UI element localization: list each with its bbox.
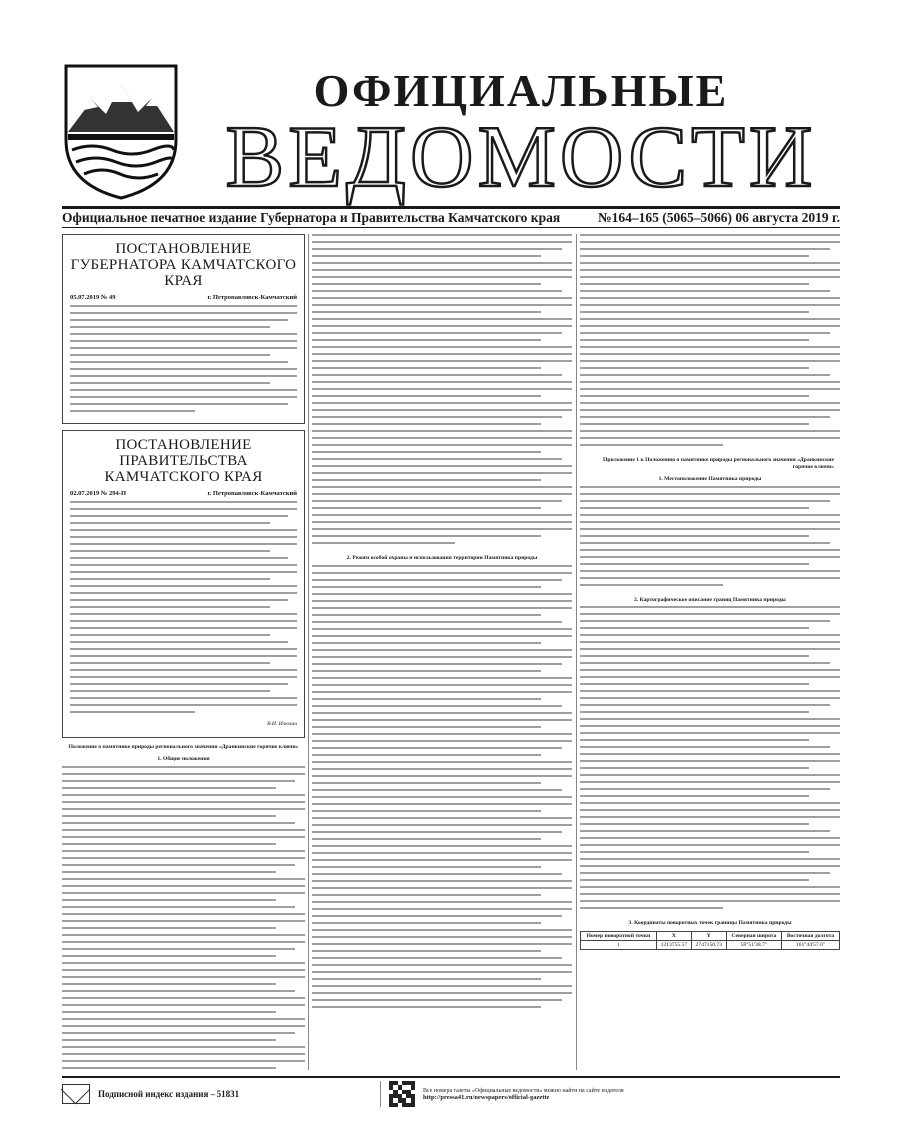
site-block (380, 1081, 840, 1107)
col3-text-mid (580, 486, 840, 591)
column-1 (62, 234, 305, 1070)
coordinates-table (580, 931, 840, 950)
table-header: Восточная долгота (782, 931, 840, 940)
table-header: Номер поворотной точки (581, 931, 657, 940)
column-2 (312, 234, 572, 1070)
doc2-heading: ПОСТАНОВЛЕНИЕ ПРАВИТЕЛЬСТВА КАМЧАТСКОГО КРАЯ (104, 437, 263, 485)
doc2-block (62, 430, 305, 738)
col3-section-1: 1. Местоположение Памятника природы (658, 476, 762, 482)
doc1-text (70, 305, 297, 417)
doc2-place: г. Петропавловск-Камчатский (207, 490, 297, 497)
column-divider (576, 234, 577, 1070)
table-cell: 58°51'38.7" (726, 940, 781, 949)
col3-text-bottom (580, 606, 840, 914)
table-header: Y (691, 931, 726, 940)
site-url-link[interactable]: http://pressa41.ru/newspapers/official-gazette (423, 1093, 550, 1101)
doc1-date: 05.07.2019 № 49 (70, 294, 116, 301)
masthead-title-main: ВЕДОМОСТИ (225, 109, 817, 206)
subscription-label: Подписной индекс издания – (98, 1089, 216, 1099)
regulation-text (62, 766, 305, 1071)
regulation-heading: Положение о памятнике природы регионального значения «Дранкинские горячие ключи» (68, 743, 299, 750)
masthead (62, 62, 840, 208)
col2-section-2: 2. Режим особой охраны и использования территории Памятника природы (346, 555, 538, 561)
regulation-section-1: 1. Общие положения (157, 756, 210, 762)
col3-text-top (580, 234, 840, 451)
subscription-block (62, 1084, 380, 1104)
col2-text-bottom (312, 565, 572, 1013)
table-row (581, 940, 840, 949)
table-cell: 1213755.57 (656, 940, 691, 949)
coat-of-arms-icon (62, 62, 180, 200)
publication-subtitle: Официальное печатное издание Губернатора и Правительства Камчатского края (62, 210, 561, 225)
qr-code-icon (389, 1081, 415, 1107)
col3-annex: Приложение 1 к Положению о памятнике природы регионального значения «Дранкинские горячие ключи» (603, 457, 834, 470)
doc2-signature: В.И. Илюхин (267, 721, 297, 727)
col2-text-top (312, 234, 572, 549)
table-cell: 161°44'57.0" (782, 940, 840, 949)
doc2-text (70, 501, 297, 718)
column-divider (308, 234, 309, 1070)
table-cell: 1 (581, 940, 657, 949)
subtitle-bar (62, 206, 840, 228)
table-cell: 2747150.73 (691, 940, 726, 949)
column-3 (580, 234, 840, 1070)
doc2-date: 02.07.2019 № 294-П (70, 490, 127, 497)
col3-section-3: 3. Координаты поворотных точек границы Памятника природы (628, 920, 792, 926)
doc1-block (62, 234, 305, 424)
doc1-heading: ПОСТАНОВЛЕНИЕ ГУБЕРНАТОРА КАМЧАТСКОГО КРАЯ (70, 241, 297, 289)
footer (62, 1076, 840, 1110)
qr-caption: Все номера газеты «Официальные ведомости» можно найти на сайте издателя (423, 1087, 624, 1094)
envelope-icon (62, 1084, 90, 1104)
issue-number: №164–165 (5065–5066) 06 августа 2019 г. (598, 210, 840, 225)
subscription-index: 51831 (216, 1089, 240, 1099)
table-header: X (656, 931, 691, 940)
doc1-place: г. Петропавловск-Камчатский (207, 294, 297, 301)
table-header: Северная широта (726, 931, 781, 940)
col3-section-2: 2. Картографическое описание границ Памятника природы (634, 596, 786, 603)
masthead-title-top: ОФИЦИАЛЬНЫЕ (313, 65, 729, 116)
